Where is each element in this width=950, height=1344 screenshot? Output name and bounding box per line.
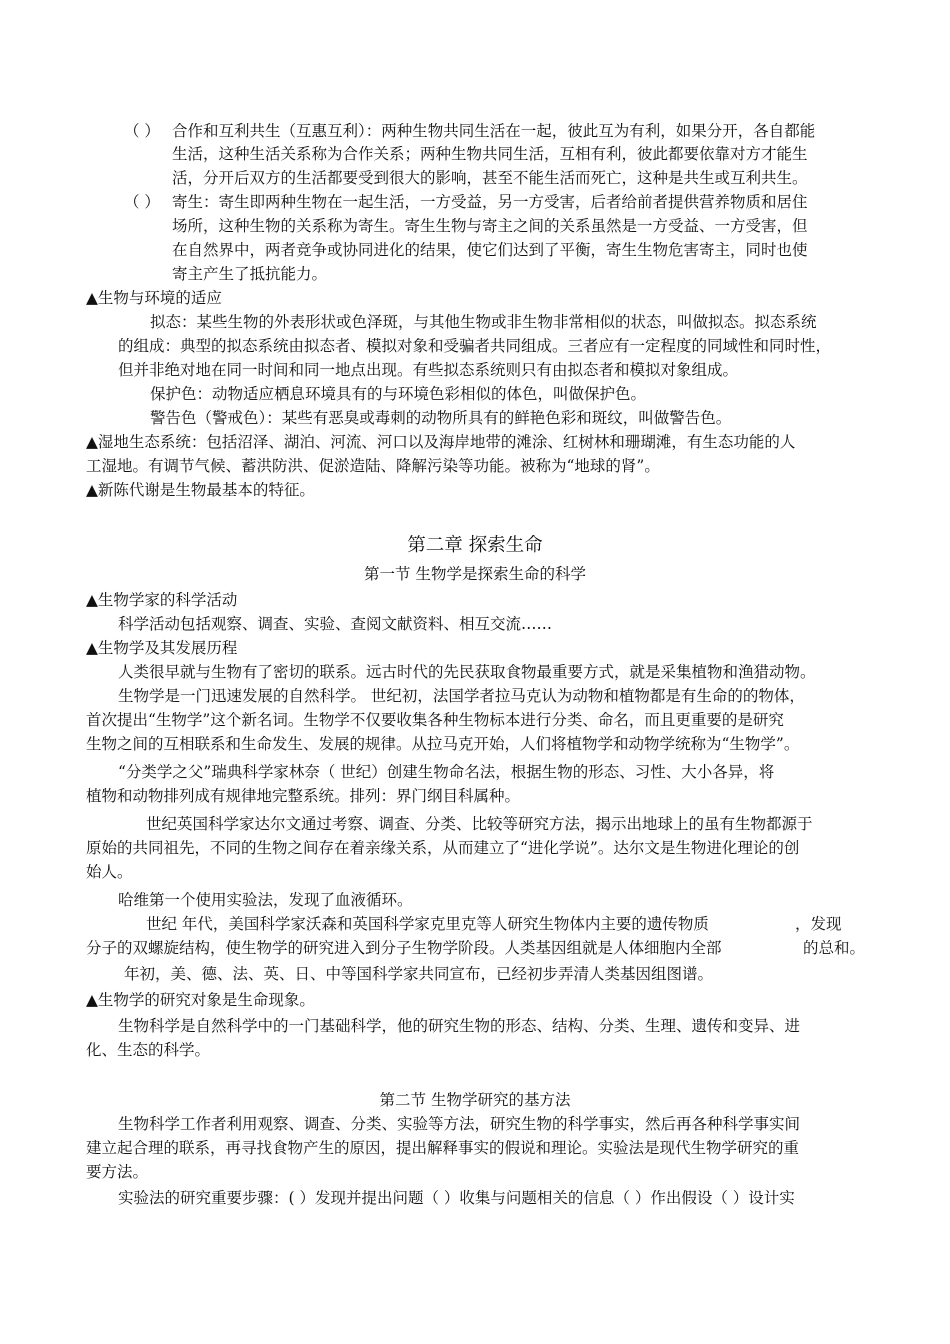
experiment-steps-line: 实验法的研究重要步骤：( ）发现并提出问题（ ）收集与问题相关的信息（ ）作出假设（ ）设计实 — [118, 1189, 795, 1207]
methods-paragraph-line: 要方法。 — [86, 1163, 149, 1181]
activities-heading: ▲生物学家的科学活动 — [86, 591, 238, 609]
dna-paragraph-line: 分子的双螺旋结构，使生物学的研究进入到分子生物学阶段。人类基因组就是人体细胞内全部 — [86, 939, 722, 957]
bioscience-paragraph-line: 化、生态的科学。 — [86, 1041, 211, 1059]
dna-paragraph-line: 的总和。 — [803, 939, 866, 957]
relationship-text-line: 场所，这种生物的关系称为寄生。寄生生物与寄主之间的关系虽然是一方受益、一方受害，但 — [172, 217, 808, 235]
history-paragraph: 人类很早就与生物有了密切的联系。远古时代的先民获取食物最重要方式，就是采集植物和渔猎动物。 — [118, 663, 816, 681]
dna-paragraph-line: ，发现 — [795, 915, 842, 933]
darwin-paragraph-line: 原始的共同祖先，不同的生物之间存在着亲缘关系，从而建立了“进化学说”。达尔文是生物进化理论的创 — [86, 839, 800, 857]
relationship-text-line: 在自然界中，两者竞争或协同进化的结果，使它们达到了平衡，寄生生物危害寄主，同时也使 — [172, 241, 808, 259]
activities-text: 科学活动包括观察、调查、实验、查阅文献资料、相互交流…… — [118, 615, 553, 633]
mimicry-text-line: 但并非绝对地在同一时间和同一地点出现。有些拟态系统则只有由拟态者和模拟对象组成。 — [118, 361, 739, 379]
relationship-marker: （ ） — [124, 122, 160, 140]
linnaeus-paragraph-line: “分类学之父”瑞典科学家林奈（ 世纪）创建生物命名法，根据生物的形态、习性、大小各异，将 — [118, 763, 775, 781]
darwin-paragraph-line: 世纪英国科学家达尔文通过考察、调查、分类、比较等研究方法，揭示出地球上的虽有生物都源于 — [146, 815, 813, 833]
warning-color-text: 警告色（警戒色）：某些有恶臭或毒刺的动物所具有的鲜艳色彩和斑纹，叫做警告色。 — [150, 409, 732, 427]
chapter-title: 第二章 探索生命 — [407, 535, 543, 556]
relationship-text-line: 活，分开后双方的生活都要受到很大的影响，甚至不能生活而死亡，这种是共生或互利共生。 — [172, 169, 808, 187]
protective-color-text: 保护色：动物适应栖息环境具有的与环境色彩相似的体色，叫做保护色。 — [150, 385, 647, 403]
relationship-text-line: 生活，这种生活关系称为合作关系；两种生物共同生活，互相有利，彼此都要依靠对方才能生 — [172, 145, 808, 163]
relationship-marker: （ ） — [124, 193, 160, 211]
relationship-text-line: 合作和互利共生（互惠互利）：两种生物共同生活在一起，彼此互为有利，如果分开，各自都能 — [172, 122, 816, 140]
history-paragraph-line: 首次提出“生物学”这个新名词。生物学不仅要收集各种生物标本进行分类、命名，而且更重要的是研究 — [86, 711, 784, 729]
linnaeus-paragraph-line: 植物和动物排列成有规律地完整系统。排列：界门纲目科属种。 — [86, 787, 521, 805]
adaptation-heading: ▲生物与环境的适应 — [86, 289, 222, 307]
bioscience-paragraph-line: 生物科学是自然科学中的一门基础科学，他的研究生物的形态、结构、分类、生理、遗传和变异、进 — [118, 1017, 801, 1035]
section-title: 第二节 生物学研究的基方法 — [379, 1091, 571, 1109]
harvey-text: 哈维第一个使用实验法，发现了血液循环。 — [118, 891, 413, 909]
object-heading: ▲生物学的研究对象是生命现象。 — [86, 991, 315, 1009]
relationship-text-line: 寄主产生了抵抗能力。 — [172, 265, 328, 283]
history-paragraph-line: 生物学是一门迅速发展的自然科学。 世纪初，法国学者拉马克认为动物和植物都是有生命的的物体， — [118, 687, 805, 705]
darwin-paragraph-line: 始人。 — [86, 863, 133, 881]
mimicry-text-line: 拟态：某些生物的外表形状或色泽斑，与其他生物或非生物非常相似的状态，叫做拟态。拟态系统 — [150, 313, 817, 331]
wetland-text-line: ▲湿地生态系统：包括沼泽、湖泊、河流、河口以及海岸地带的滩涂、红树林和珊瑚滩，有生态功能的人 — [86, 433, 796, 451]
history-paragraph-line: 生物之间的互相联系和生命发生、发展的规律。从拉马克开始，人们将植物学和动物学统称为“生物学”。 — [86, 735, 800, 753]
mimicry-text-line: 的组成：典型的拟态系统由拟态者、模拟对象和受骗者共同组成。三者应有一定程度的同域性和同时性， — [118, 337, 832, 355]
relationship-text-line: 寄生：寄生即两种生物在一起生活，一方受益，另一方受害，后者给前者提供营养物质和居住 — [172, 193, 808, 211]
history-heading: ▲生物学及其发展历程 — [86, 639, 238, 657]
dna-paragraph-line: 世纪 年代，美国科学家沃森和英国科学家克里克等人研究生物体内主要的遗传物质 — [146, 915, 709, 933]
metabolism-text: ▲新陈代谢是生物最基本的特征。 — [86, 481, 315, 499]
methods-paragraph-line: 生物科学工作者利用观察、调查、分类、实验等方法，研究生物的科学事实，然后再各种科学事实间 — [118, 1115, 801, 1133]
wetland-text-line: 工湿地。有调节气候、蓄洪防洪、促淤造陆、降解污染等功能。被称为“地球的肾”。 — [86, 457, 660, 475]
methods-paragraph-line: 建立起合理的联系，再寻找食物产生的原因，提出解释事实的假说和理论。实验法是现代生物学研究的重 — [86, 1139, 800, 1157]
section-title: 第一节 生物学是探索生命的科学 — [364, 565, 586, 583]
genome-text: 年初，美、德、法、英、日、中等国科学家共同宣布，已经初步弄清人类基因组图谱。 — [124, 965, 714, 983]
